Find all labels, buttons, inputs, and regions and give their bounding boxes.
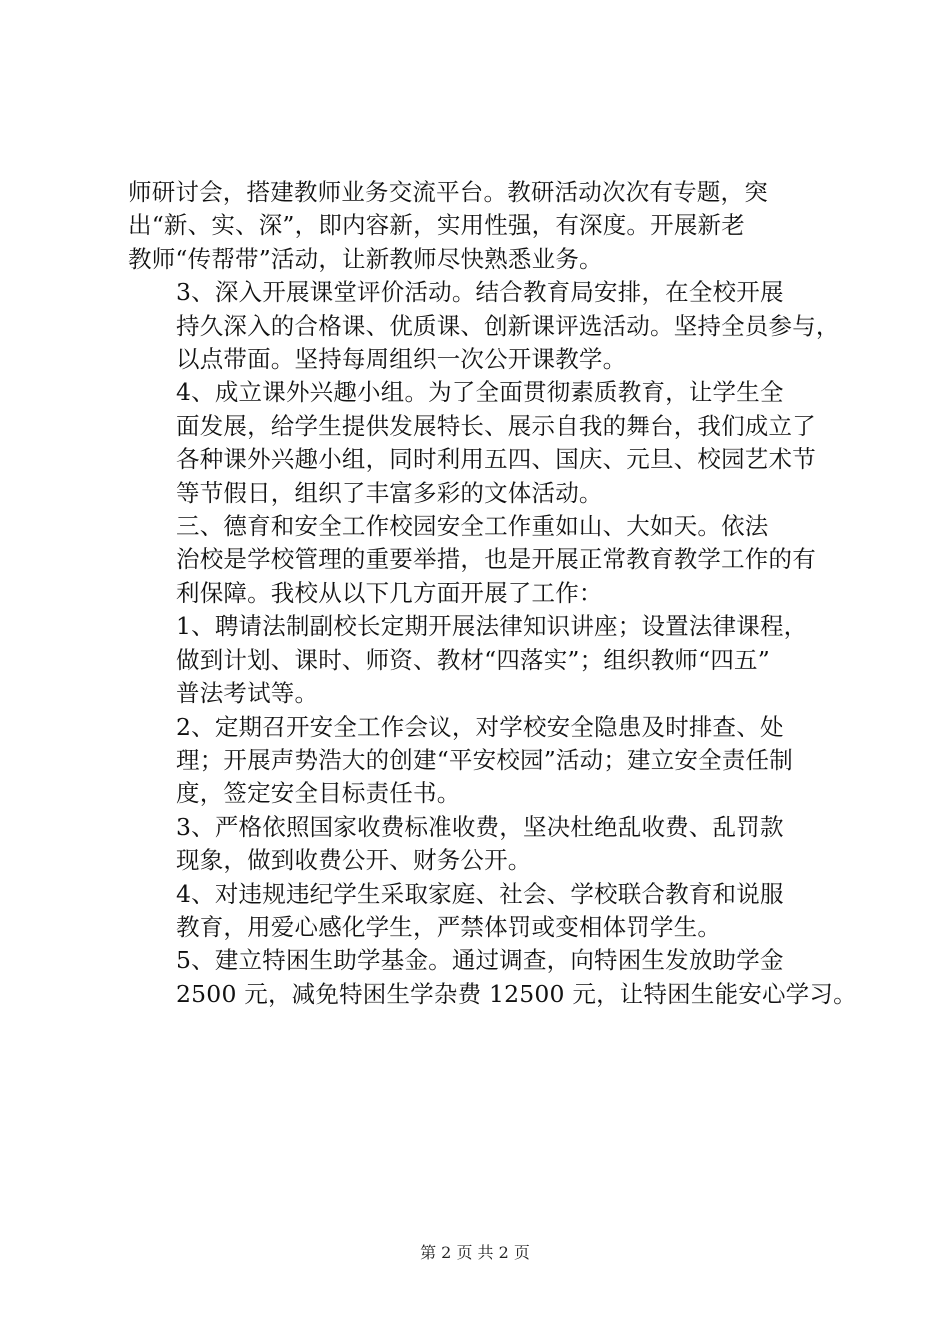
text-line: 5、建立特困生助学基金。通过调查，向特困生发放助学金 — [176, 946, 784, 975]
text-line: 做到计划、课时、师资、教材“四落实”；组织教师“四五” — [176, 645, 770, 674]
text-line: 利保障。我校从以下几方面开展了工作： — [176, 578, 603, 607]
text-line: 各种课外兴趣小组，同时利用五四、国庆、元旦、校园艺术节 — [176, 445, 816, 474]
text-line: 治校是学校管理的重要举措，也是开展正常教育教学工作的有 — [176, 545, 816, 574]
paragraph — [128, 811, 828, 878]
paragraph — [128, 944, 857, 1011]
text-line: 师研讨会，搭建教师业务交流平台。教研活动次次有专题，突 — [128, 178, 768, 206]
paragraph — [128, 711, 828, 811]
text-line: 现象，做到收费公开、财务公开。 — [176, 846, 532, 875]
text-line: 4、成立课外兴趣小组。为了全面贯彻素质教育，让学生全 — [176, 378, 784, 407]
text-line: 持久深入的合格课、优质课、创新课评选活动。坚持全员参与， — [176, 311, 840, 340]
text-line: 出“新、实、深”，即内容新，实用性强，有深度。开展新老 — [128, 211, 745, 240]
text-line: 以点带面。坚持每周组织一次公开课教学。 — [176, 345, 627, 374]
paragraph — [128, 878, 828, 945]
text-line: 4、对违规违纪学生采取家庭、社会、学校联合教育和说服 — [176, 879, 784, 908]
text-line: 三、德育和安全工作校园安全工作重如山、大如天。依法 — [176, 512, 769, 541]
text-line: 教师“传帮带”活动，让新教师尽快熟悉业务。 — [128, 244, 603, 273]
paragraph — [128, 510, 828, 610]
text-line: 3、深入开展课堂评价活动。结合教育局安排，在全校开展 — [176, 278, 784, 307]
paragraph — [128, 376, 828, 510]
paragraph — [128, 176, 828, 276]
text-line: 2、定期召开安全工作会议，对学校安全隐患及时排查、处 — [176, 712, 784, 741]
text-line: 3、严格依照国家收费标准收费，坚决杜绝乱收费、乱罚款 — [176, 812, 784, 841]
paragraph — [128, 276, 840, 376]
document-body — [128, 176, 857, 1011]
paragraph — [128, 610, 828, 710]
text-line: 等节假日，组织了丰富多彩的文体活动。 — [176, 478, 603, 507]
text-line: 面发展，给学生提供发展特长、展示自我的舞台，我们成立了 — [176, 411, 816, 440]
text-line: 2500 元，减免特困生学杂费 12500 元，让特困生能安心学习。 — [176, 979, 857, 1008]
text-line: 理；开展声势浩大的创建“平安校园”活动；建立安全责任制 — [176, 745, 793, 774]
text-line: 度，签定安全目标责任书。 — [176, 779, 461, 808]
text-line: 普法考试等。 — [176, 679, 319, 708]
text-line: 教育，用爱心感化学生，严禁体罚或变相体罚学生。 — [176, 912, 722, 941]
text-line: 1、聘请法制副校长定期开展法律知识讲座；设置法律课程， — [176, 612, 808, 641]
page-footer: 第 2 页 共 2 页 — [420, 1243, 530, 1262]
